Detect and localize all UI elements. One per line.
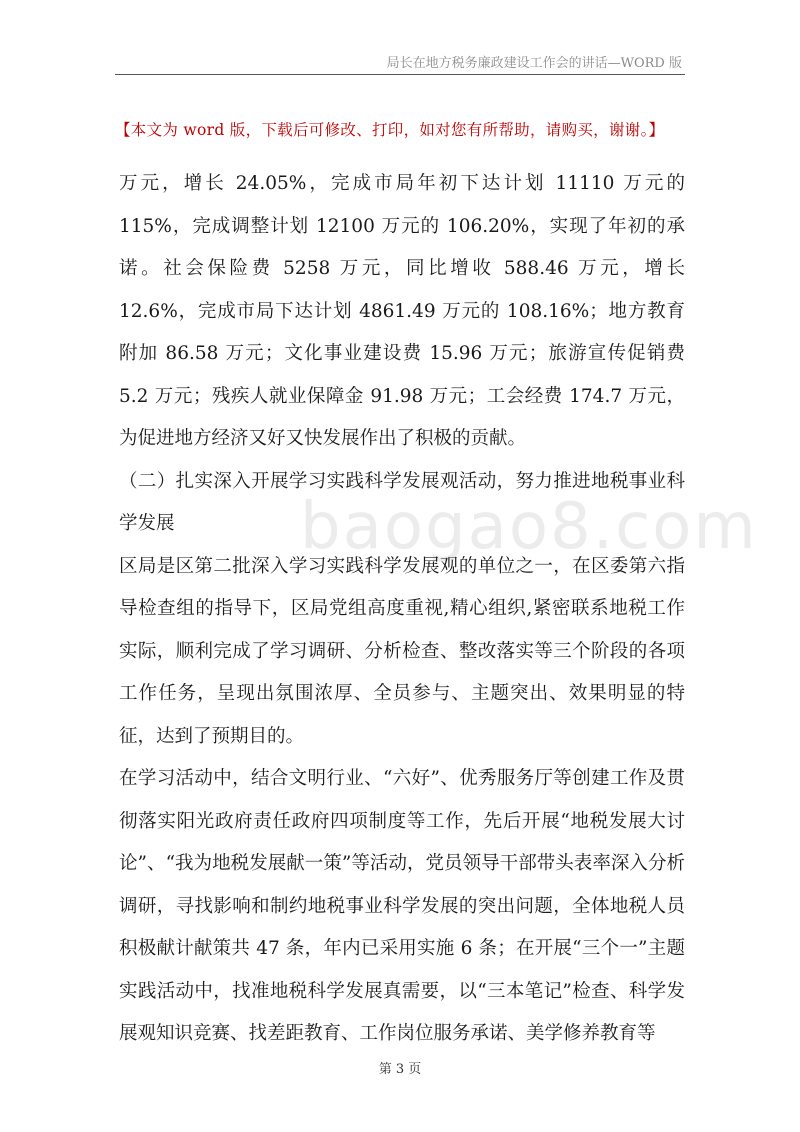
paragraph-revenue-figures: 万元，增长 24.05%，完成市局年初下达计划 11110 万元的 115%，完成调整计划 12100 万元的 106.20%，实现了年初的承诺。社会保险费 5258 万元，同比增收 588.46 万元，增长 12.6%，完成市局下达计划 4861.49 万元的 108.16%；地方教育附加 86.58 万元；文化事业建设费 15.96 万元；旅游宣传促销费 5.2 万元；残疾人就业保障金 91.98 万元；工会经费 174.7 万元，为促进地方经济又好又快发展作出了积极的贡献。 — [119, 173, 685, 449]
paragraph-learning-activities: 在学习活动中，结合文明行业、“六好”、优秀服务厅等创建工作及贯彻落实阳光政府责任政府四项制度等工作，先后开展“地税发展大讨论”、“我为地税发展献一策”等活动，党员领导干部带头表率深入分析调研，寻找影响和制约地税事业科学发展的突出问题，全体地税人员积极献计献策共 47 条，年内已采用实施 6 条；在开展“三个一”主题实践活动中，找准地税科学发展真需要，以“三本笔记”检查、科学发展观知识竞赛、找差距教育、工作岗位服务承诺、美学修养教育等 — [119, 768, 685, 1044]
section-heading-scientific-development: （二）扎实深入开展学习实践科学发展观活动，努力推进地税事业科学发展 — [119, 470, 685, 534]
header-divider — [115, 74, 685, 75]
document-header-title: 局长在地方税务廉政建设工作会的讲话—WORD 版 — [386, 56, 682, 71]
paragraph-study-practice: 区局是区第二批深入学习实践科学发展观的单位之一，在区委第六指导检查组的指导下，区局党组高度重视,精心组织,紧密联系地税工作实际，顺利完成了学习调研、分析检查、整改落实等三个阶段的各项工作任务，呈现出氛围浓厚、全员参与、主题突出、效果明显的特征，达到了预期目的。 — [119, 555, 685, 747]
document-body — [119, 163, 685, 1056]
purchase-notice: 【本文为 word 版，下载后可修改、打印，如对您有所帮助，请购买，谢谢。】 — [115, 121, 665, 139]
watermark: baogao8.com — [300, 490, 758, 564]
page-number: 第 3 页 — [378, 1062, 422, 1077]
